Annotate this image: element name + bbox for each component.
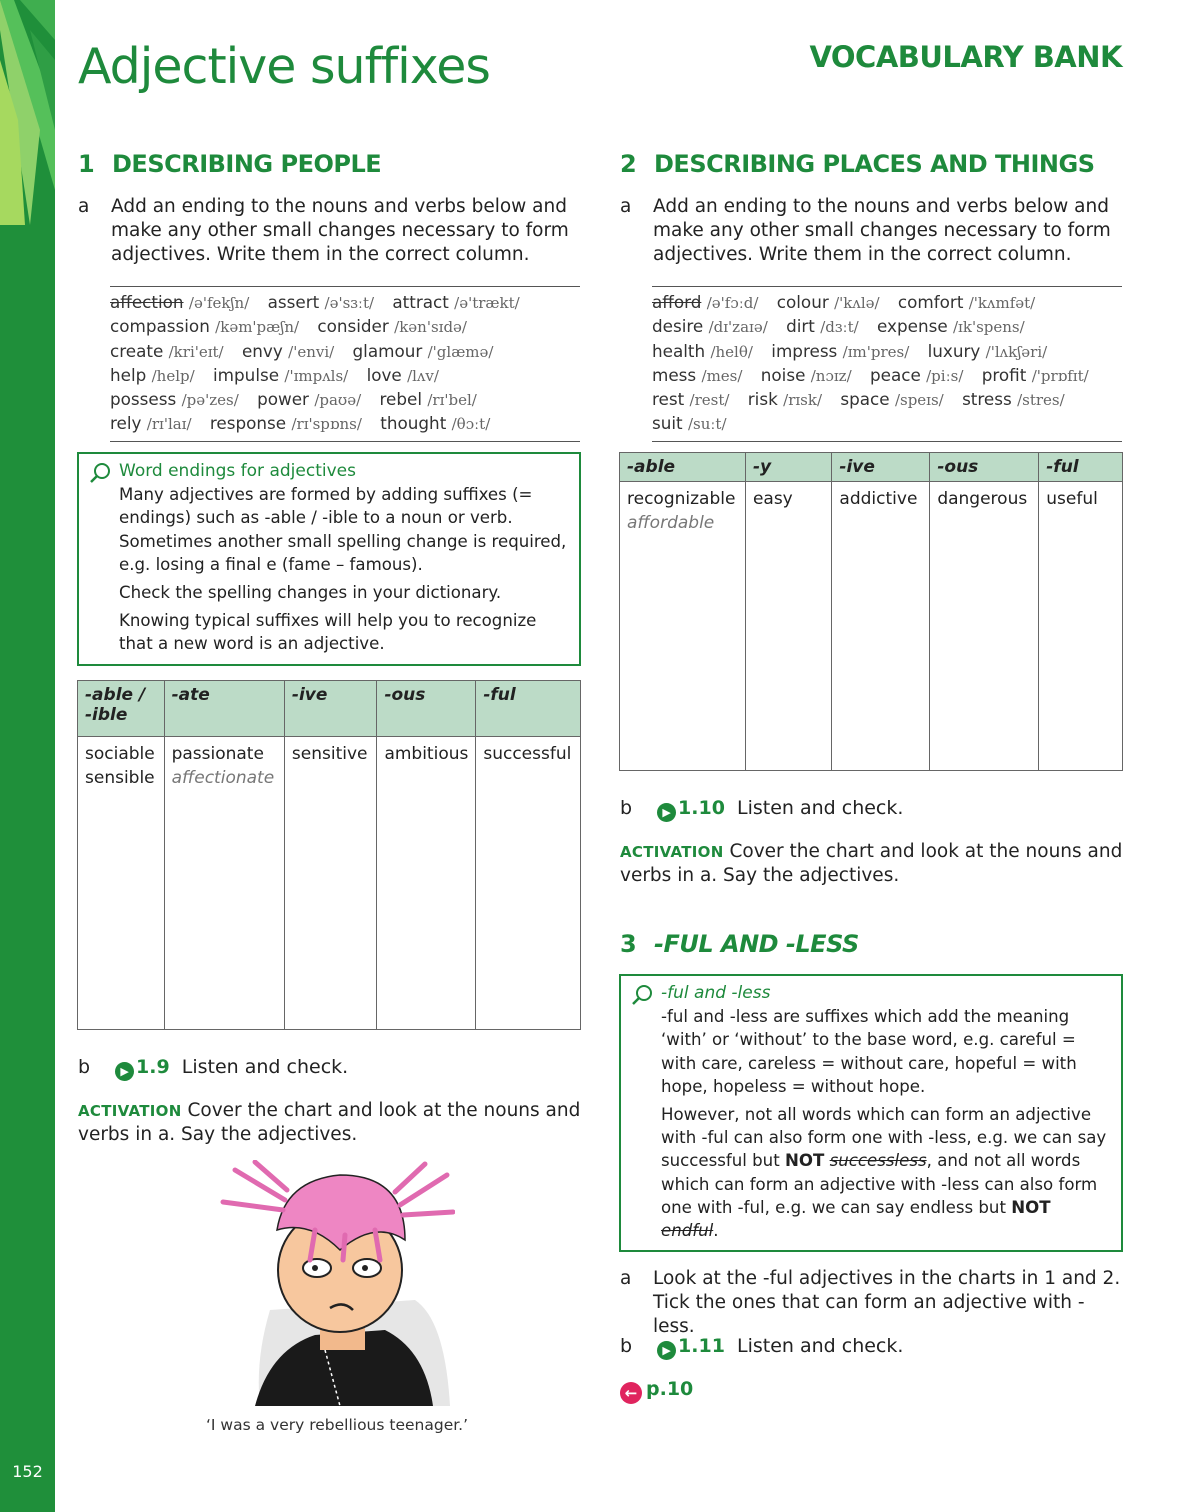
phonetic: /ə'fɔːd/ [706,294,759,312]
word: desire [652,316,704,337]
chart-column-header: -ive [284,681,377,737]
phonetic: /kri'eɪt/ [168,342,224,361]
audio-track-number[interactable]: 1.10 [678,797,725,819]
word-entry [110,316,299,336]
phonetic: /ə'fekʃn/ [188,294,250,312]
word: love [366,364,402,385]
phonetic: /nɔɪz/ [810,366,852,385]
phonetic: /ɪk'spens/ [953,318,1025,337]
word-entry [652,341,753,361]
word: peace [869,364,921,385]
word: assert [267,292,320,312]
chart-column-header: -ate [164,681,284,737]
written-answer: affordable [627,513,715,533]
back-arrow-icon[interactable]: ← [620,1382,642,1404]
written-answer: affectionate [171,768,275,788]
chart-column-cell[interactable] [164,737,284,1030]
example-adjective: addictive [839,489,918,509]
word-entry [761,365,852,385]
activation-text: Cover the chart and look at the nouns and verbs in a. Say the adjectives. [620,841,1123,886]
suffix-chart-2 [619,452,1123,771]
section-3-title: -FUL AND -LESS [654,930,859,958]
phonetic: /kən'sɪdə/ [394,318,467,337]
phonetic: /suːt/ [687,415,727,434]
exercise-3a [620,1267,1125,1339]
word: compassion [110,316,210,337]
word: dirt [786,316,815,337]
word: power [257,389,309,410]
phonetic: /rɪ'spɒns/ [291,415,362,434]
chart-column-cell[interactable] [78,737,165,1030]
word-entry [652,365,742,385]
suffix-chart-1 [77,680,581,1030]
exercise-1a-instructions: Add an ending to the nouns and verbs below and make any other small changes necessary to form adjectives. Write them in the correct column. [111,196,569,265]
word: stress [962,389,1012,410]
word: thought [380,413,447,434]
exercise-label: a [78,196,90,217]
word: comfort [897,292,964,312]
word-entry [317,316,467,336]
word-entry [652,389,729,409]
emphasis-not: NOT [785,1151,825,1171]
section-label: VOCABULARY BANK [809,40,1122,74]
phonetic: /helθ/ [710,342,753,361]
word: envy [241,340,283,361]
chart-column-header: -able [620,453,746,482]
example-adjective: easy [752,489,793,509]
word: attract [392,292,449,312]
word: response [209,413,287,434]
example-adjective: useful [1046,489,1098,509]
word: space [840,389,890,410]
exercise-2b [620,797,903,822]
word: create [110,340,164,361]
example-adjective: sensitive [291,744,368,764]
word-entry [786,316,859,336]
page-title: Adjective suffixes [78,38,490,95]
example-adjective: successful [483,744,572,764]
back-link-label[interactable]: p.10 [646,1378,694,1400]
chart-column-header: -ful [1039,453,1123,482]
info-box-title: Word endings for adjectives [119,461,356,481]
chart-column-header: -ful [476,681,581,737]
word-entry [840,389,943,409]
chart-column-cell[interactable] [1039,482,1123,771]
word: rebel [379,389,422,410]
word-entry [268,292,374,312]
word: noise [760,364,806,385]
phonetic: /paʊə/ [314,391,362,410]
word-entry [982,365,1089,385]
word: afford [652,292,702,312]
phonetic: /ɪm'pres/ [842,342,910,361]
exercise-3b [620,1335,903,1360]
emphasis-not: NOT [1011,1197,1051,1217]
word: rest [652,389,685,410]
phonetic: /lʌv/ [407,366,439,385]
phonetic: /'prɒfɪt/ [1031,366,1089,385]
phonetic: /dɜːt/ [820,318,859,337]
word-entry [870,365,963,385]
phonetic: /kəm'pæʃn/ [215,318,300,337]
word: suit [652,413,683,434]
info-box-paragraph: Check the spelling changes in your dictionary. [119,583,502,603]
magnifier-icon [89,462,111,484]
word: mess [652,364,697,385]
exercise-label: a [620,1268,632,1289]
chart-column-cell[interactable] [832,482,930,771]
exercise-2a [620,195,1120,267]
section-1-title: DESCRIBING PEOPLE [112,150,382,178]
phonetic: /θɔːt/ [451,415,491,434]
section-2-number: 2 [620,150,637,178]
word: help [110,364,147,385]
word: profit [981,364,1027,385]
audio-icon[interactable]: ▶ [657,1341,676,1360]
word-entry [110,389,239,409]
left-sidebar [0,0,55,1512]
phonetic: /ə'sɜːt/ [324,294,375,312]
word: impress [771,340,838,361]
word-entry [257,389,361,409]
section-3-number: 3 [620,930,637,958]
word-entry [353,341,494,361]
word: consider [317,316,389,337]
exercise-label: b [620,797,633,819]
back-link[interactable] [620,1378,693,1404]
section-1-heading [78,150,381,178]
word: expense [877,316,948,337]
word: health [652,340,706,361]
chart-column-header: -y [745,453,831,482]
word-entry [771,341,909,361]
info-box-paragraph: Knowing typical suffixes will help you to recognize that a new word is an adjective. [119,611,537,654]
example-adjective: sociable [85,744,155,764]
word-entry [242,341,334,361]
chart-column-header: -ous [930,453,1039,482]
word-entry [110,365,195,385]
word-entry [877,316,1025,336]
word-entry [777,292,880,312]
section-2-title: DESCRIBING PLACES AND THINGS [654,150,1095,178]
chart-column-cell[interactable] [476,737,581,1030]
exercise-2a-instructions: Add an ending to the nouns and verbs below and make any other small changes necessary to form adjectives. Write them in the correct column. [653,196,1111,265]
exercise-3a-instructions: Look at the -ful adjectives in the charts in 1 and 2. Tick the ones that can form an adjective with -less. [653,1268,1121,1337]
word-entry [962,389,1065,409]
chart-column-cell[interactable] [377,737,476,1030]
phonetic: /'kʌlə/ [834,294,880,312]
word-entry [110,292,249,312]
crossed-out-word: endful [661,1221,714,1241]
activation-text: Cover the chart and look at the nouns and verbs in a. Say the adjectives. [78,1100,581,1145]
info-box-text: However, not all words which can form an adjective with -ful can also form one with -less, e.g. we can say successful but [661,1105,1107,1171]
info-box-text: , and not all words which can form an adjective with -less can also form one with -ful, e.g. we can say endless but [661,1151,1098,1217]
info-box-word-endings [77,452,581,666]
phonetic: /'glæmə/ [427,342,494,361]
illustration-caption: ‘I was a very rebellious teenager.’ [206,1416,469,1434]
word: colour [776,292,829,312]
chart-column-header: -ous [377,681,476,737]
exercise-label: a [620,196,632,217]
word-entry [652,413,727,433]
word-entry [367,365,439,385]
phonetic: /'kʌmfət/ [968,294,1036,312]
activation-label: ACTIVATION [78,1102,182,1120]
word: glamour [352,340,423,361]
info-box-paragraph: -ful and -less are suffixes which add the meaning ‘with’ or ‘without’ to the base word, e.g. careful = with care, careless = without care, hopeful = with hope, hopeless = without hope. [661,1007,1077,1096]
rebellious-teenager-illustration [215,1160,455,1408]
word-entry [652,316,768,336]
phonetic: /help/ [151,366,195,385]
exercise-label: b [620,1335,633,1357]
exercise-1a [78,195,578,267]
word-entry [898,292,1035,312]
phonetic: /mes/ [701,366,743,385]
chart-column-cell[interactable] [620,482,746,771]
word-entry [748,389,822,409]
phonetic: /dɪ'zaɪə/ [708,318,768,337]
info-box-ful-less [619,974,1123,1252]
phonetic: /pə'zes/ [181,391,239,410]
chart-column-cell[interactable] [930,482,1039,771]
phonetic: /piːs/ [926,366,964,385]
word: luxury [927,340,981,361]
chart-column-cell[interactable] [284,737,377,1030]
page-number: 152 [12,1462,43,1481]
activation-label: ACTIVATION [620,843,724,861]
example-adjective: dangerous [937,489,1028,509]
exercise-1b-text: Listen and check. [181,1056,349,1078]
word: rely [110,413,142,434]
chart-column-header: -ive [832,453,930,482]
phonetic: /rɪ'laɪ/ [146,415,192,434]
word-entry [652,292,758,312]
word-entry [928,341,1048,361]
phonetic: /rɪ'bel/ [427,391,477,410]
chart-column-header: -able / -ible [78,681,165,737]
section-3-heading [620,930,859,958]
exercise-label: b [78,1056,91,1078]
section-2-heading [620,150,1095,178]
info-box-paragraph: Many adjectives are formed by adding suffixes (= endings) such as -able / -ible to a noun or verb. Sometimes another small spelling change is required, e.g. losing a final e (fame – famous). [119,485,567,574]
word-list-2 [652,286,1122,442]
crossed-out-word: successless [829,1151,927,1171]
audio-track-number[interactable]: 1.11 [678,1335,725,1357]
word: affection [110,292,184,312]
word: impulse [213,364,280,385]
exercise-3b-text: Listen and check. [736,1335,904,1357]
section-1-number: 1 [78,150,95,178]
exercise-1b [78,1056,348,1081]
phonetic: /speɪs/ [894,391,944,410]
info-box-paragraph: However, not all words which can form an adjective with -ful can also form one with -less, e.g. we can say successful but NOT successless, and not all words which can form an adjective with -less can also form one with -ful, e.g. we can say endless but NOT endful. [661,1105,1107,1241]
example-adjective: sensible [85,768,155,788]
word-entry [110,341,224,361]
word-entry [380,413,490,433]
word: possess [110,389,177,410]
word-entry [392,292,519,312]
audio-track-number[interactable]: 1.9 [136,1056,170,1078]
phonetic: /'envi/ [288,342,335,361]
leaf-decoration [0,0,55,240]
phonetic: /'ɪmpʌls/ [284,366,349,385]
phonetic: /ə'trækt/ [454,294,520,312]
audio-icon[interactable]: ▶ [657,803,676,822]
word-entry [210,413,362,433]
magnifier-icon [631,984,653,1006]
word-entry [213,365,348,385]
phonetic: /stres/ [1017,391,1065,410]
example-adjective: recognizable [627,489,736,509]
activation-1 [78,1099,583,1147]
word-entry [380,389,477,409]
exercise-2b-text: Listen and check. [736,797,904,819]
info-box-title: -ful and -less [661,983,771,1003]
audio-icon[interactable]: ▶ [115,1062,134,1081]
chart-column-cell[interactable] [745,482,831,771]
example-adjective: passionate [171,744,264,764]
word-entry [110,413,192,433]
phonetic: /'lʌkʃəri/ [985,342,1048,361]
phonetic: /rest/ [689,391,730,410]
example-adjective: ambitious [384,744,469,764]
phonetic: /rɪsk/ [783,391,823,410]
activation-2 [620,840,1125,888]
word: risk [747,389,778,410]
word-list-1 [110,286,580,442]
